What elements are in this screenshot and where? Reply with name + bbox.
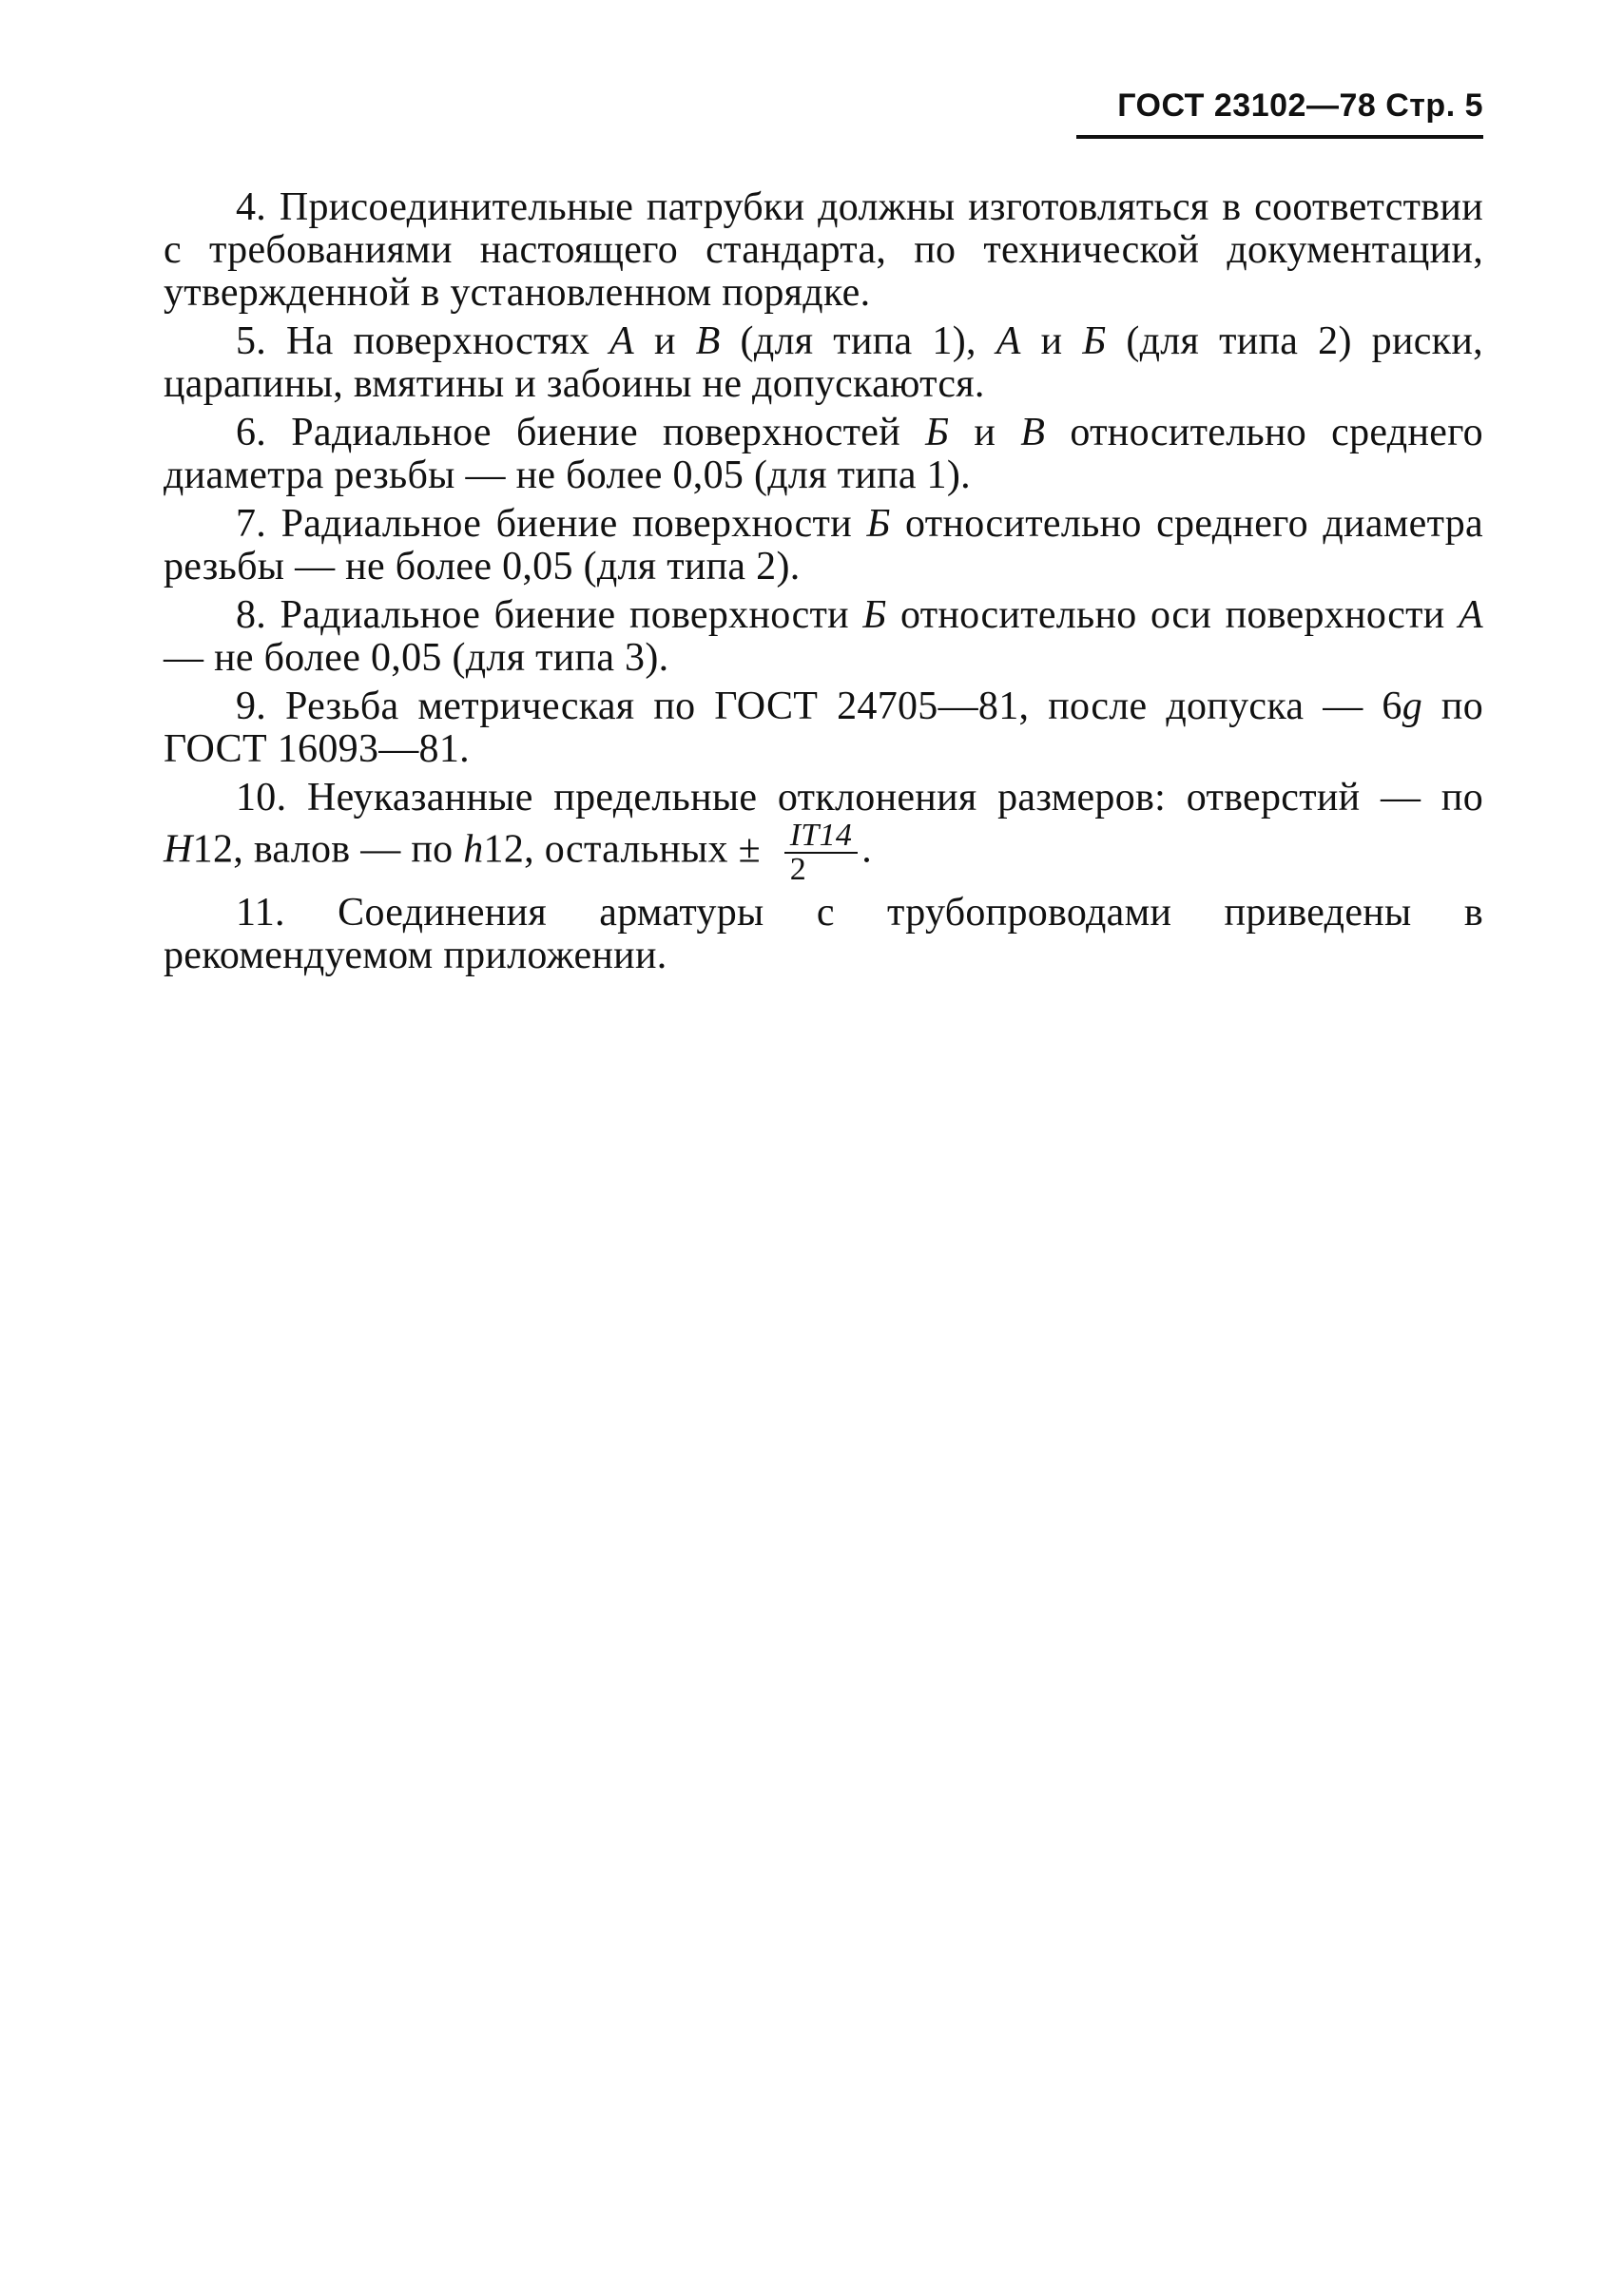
clause-5: 5. На поверхностях А и В (для типа 1), А и Б (для типа 2) риски, царапины, вмятины и забоины не допускаются. [164, 319, 1483, 406]
clause-7: 7. Радиальное биение поверхности Б относительно среднего диаметра резьбы — не более 0,05 (для типа 2). [164, 502, 1483, 588]
page-header [1074, 87, 1483, 125]
standard-number: ГОСТ 23102—78 [1117, 87, 1377, 124]
fraction-numerator: IT14 [784, 820, 858, 854]
fraction-denominator: 2 [789, 852, 807, 887]
clause-11: 11. Соединения арматуры с трубопроводами приведены в рекомендуемом приложении. [164, 891, 1483, 977]
clause-4: 4. Присоединительные патрубки должны изготовляться в соответствии с требованиями настоящего стандарта, по технической документации, утвержденной в установленном порядке. [164, 185, 1483, 315]
tolerance-fraction [784, 820, 858, 886]
clause-9: 9. Резьба метрическая по ГОСТ 24705—81, после допуска — 6g по ГОСТ 16093—81. [164, 685, 1483, 771]
header-rule [1076, 135, 1483, 139]
clause-8: 8. Радиальное биение поверхности Б относительно оси поверхности А — не более 0,05 (для типа 3). [164, 593, 1483, 680]
page-number: Стр. 5 [1385, 87, 1483, 124]
clause-10: 10. Неуказанные предельные отклонения размеров: отверстий — по H12, валов — по h12, остальных ± $\frac{IT14}{2}$ . [164, 776, 1483, 887]
document-body [164, 186, 1483, 977]
clause-6: 6. Радиальное биение поверхностей Б и В относительно среднего диаметра резьбы — не более 0,05 (для типа 1). [164, 411, 1483, 497]
